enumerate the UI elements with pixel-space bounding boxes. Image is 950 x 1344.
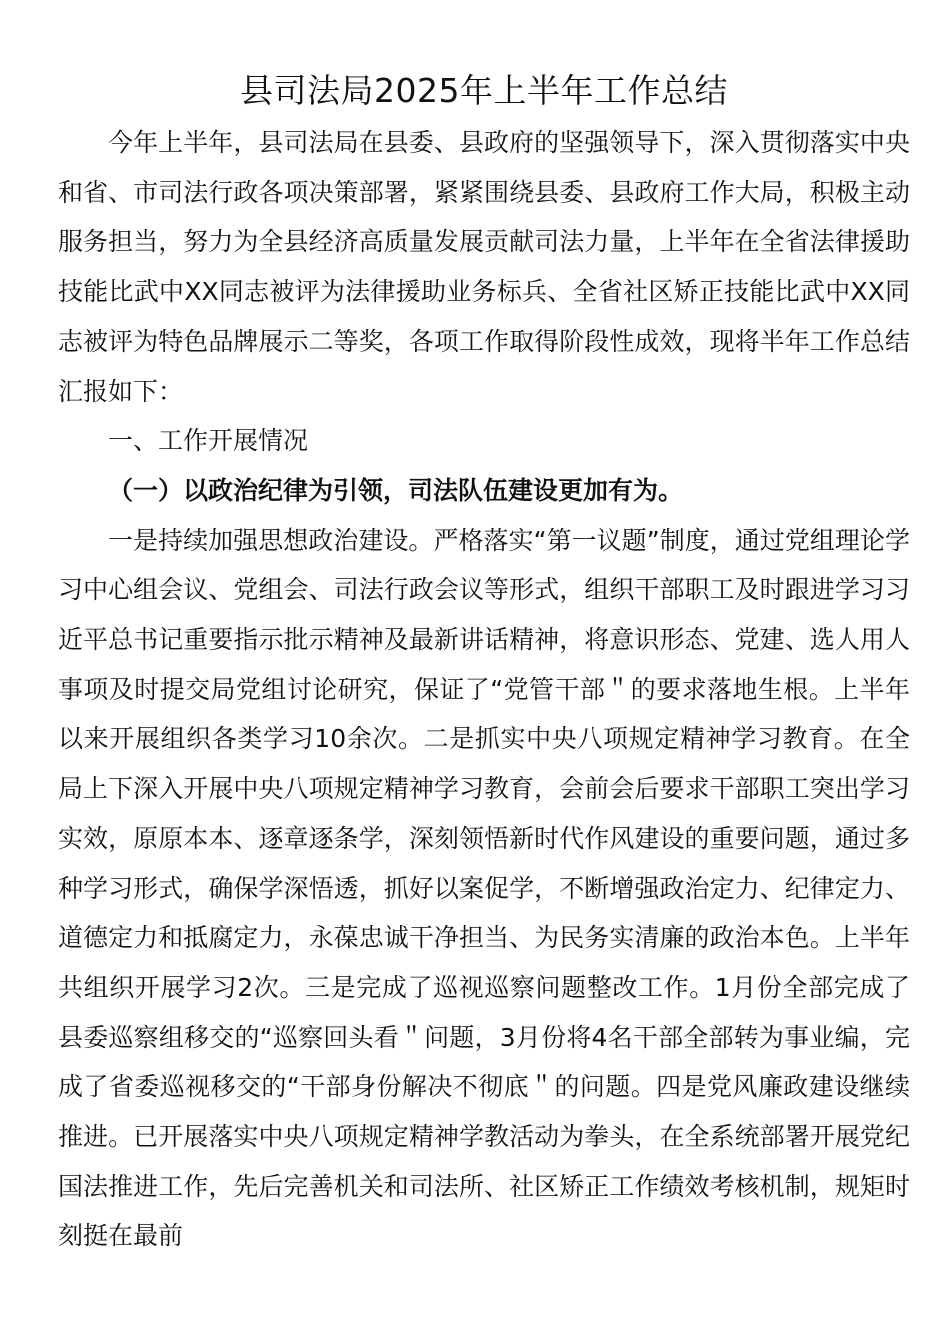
subsection-heading: （一）以政治纪律为引领，司法队伍建设更加有为。 <box>108 475 684 505</box>
subsection-body-paragraph: 一是持续加强思想政治建设。严格落实“第一议题”制度，通过党组理论学习中心组会议、党组会、司法行政会议等形式，组织干部职工及时跟进学习习近平总书记重要指示批示精神及最新讲话精神，将意识形态、党建、选人用人事项及时提交局党组讨论研究，保证了“党管干部＂的要求落地生根。上半年以来开展组织各类学习10余次。二是抓实中央八项规定精神学习教育。在全局上下深入开展中央八项规定精神学习教育，会前会后要求干部职工突出学习实效，原原本本、逐章逐条学，深刻领悟新时代作风建设的重要问题，通过多种学习形式，确保学深悟透，抓好以案促学，不断增强政治定力、纪律定力、道德定力和抵腐定力，永葆忠诚干净担当、为民务实清廉的政治本色。上半年共组织开展学习2次。三是完成了巡视巡察问题整改工作。1月份全部完成了县委巡察组移交的“巡察回头看＂问题，3月份将4名干部全部转为事业编，完成了省委巡视移交的“干部身份解决不彻底＂的问题。四是党风廉政建设继续推进。已开展落实中央八项规定精神学教活动为拳头，在全系统部署开展党纪国法推进工作，先后完善机关和司法所、社区矫正工作绩效考核机制，规矩时刻挺在最前 <box>58 525 910 1251</box>
section-heading: 一、工作开展情况 <box>108 426 309 456</box>
document-title: 县司法局2025年上半年工作总结 <box>240 71 728 110</box>
intro-paragraph: 今年上半年，县司法局在县委、县政府的坚强领导下，深入贯彻落实中央和省、市司法行政各项决策部署，紧紧围绕县委、县政府工作大局，积极主动服务担当，努力为全县经济高质量发展贡献司法力量，上半年在全省法律援助技能比武中XX同志被评为法律援助业务标兵、全省社区矫正技能比武中XX同志被评为特色品牌展示二等奖，各项工作取得阶段性成效，现将半年工作总结汇报如下： <box>58 128 910 406</box>
document-page <box>58 64 910 1261</box>
